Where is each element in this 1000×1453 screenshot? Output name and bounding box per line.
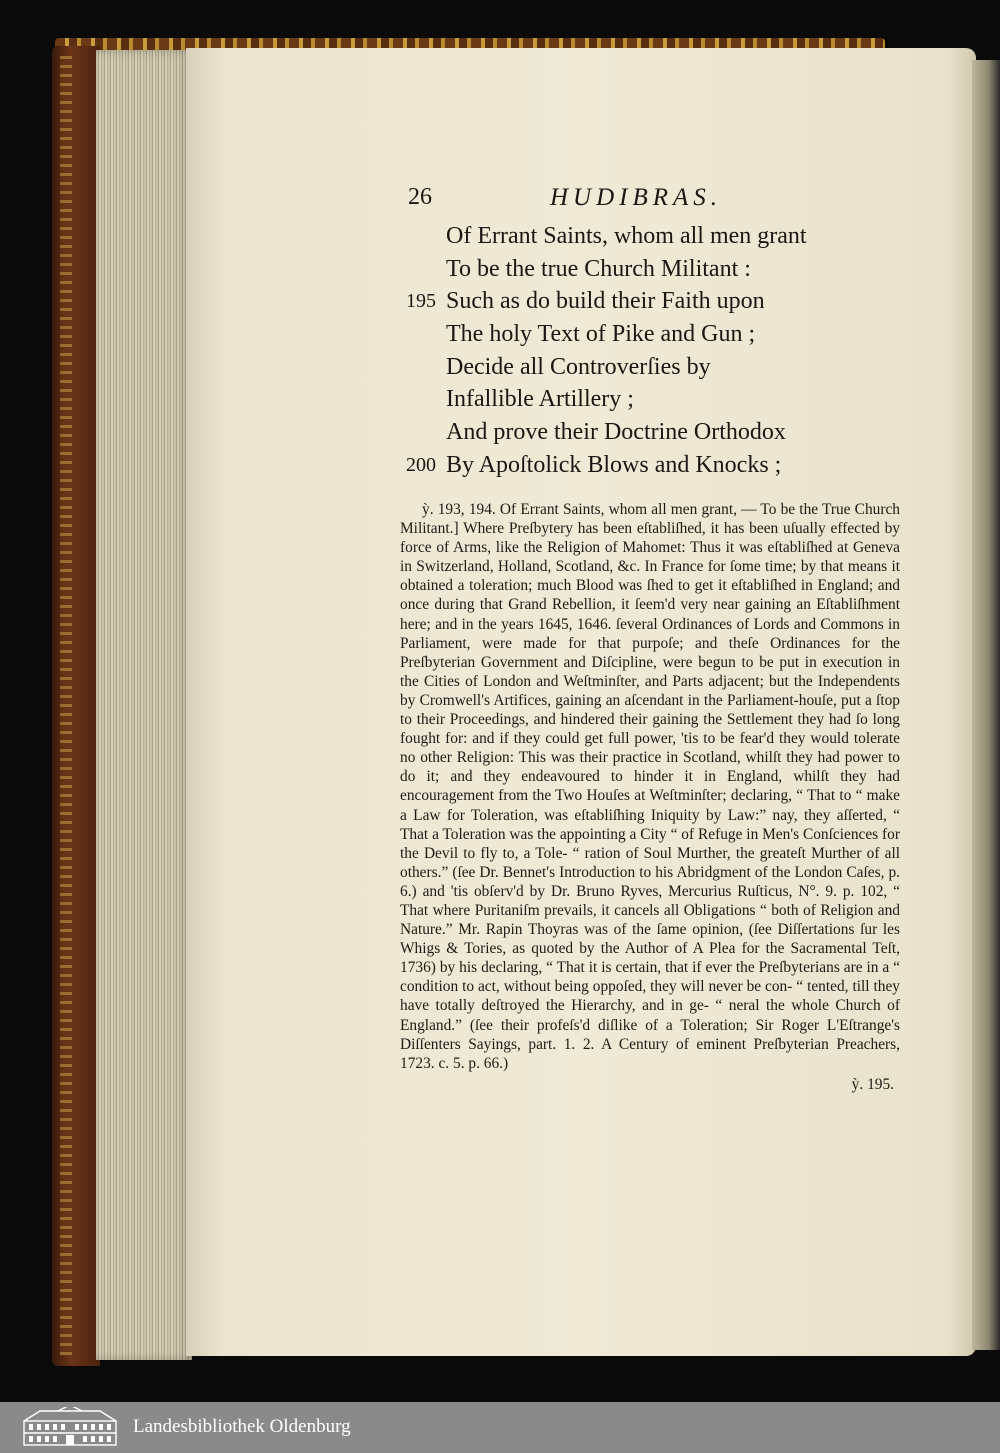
- page-number: 26: [408, 184, 432, 210]
- footer-bar: [0, 1402, 1000, 1453]
- line-number: 195: [406, 290, 436, 313]
- running-head: [408, 184, 768, 218]
- verse-line: [406, 220, 876, 253]
- verse-line: [406, 449, 876, 482]
- catchword: ỳ. 195.: [851, 1075, 894, 1093]
- verse-line: [406, 416, 876, 449]
- verse-text: Infallible Artillery ;: [446, 386, 634, 413]
- footnote-text: ỳ. 193, 194. Of Errant Saints, whom all men grant, — To be the True Church Militant.] Where Preſbytery has been eſtabliſhed, it has been uſually effected by force of Arms, like the Religion of Mahomet: Thus it was eſtabliſhed at Geneva in Switzerland, Holland, Scotland, &c. In France for ſome time; by that means it obtained a toleration; much Blood was ſhed to get it eſtabliſhed in England; and once during that Grand Rebellion, it ſeem'd very near gaining an Eſtabliſhment here; and in the years 1645, 1646. ſeveral Ordinances of Lords and Commons in Parliament, were made for that purpoſe; and theſe Ordinances for the Preſbyterian Government and Diſcipline, were begun to be put in execution in the Cities of London and Weſtminſter, and Parts adjacent; but the Independents by Cromwell's Artifices, gaining an aſcendant in the Parliament-houſe, put a ſtop to their Proceedings, and hindered their gaining the Settlement they had ſo long fought for: and if they could get full power, 'tis to be fear'd they would tolerate no other Religion: This was their practice in Scotland, whilſt they had power to do it; and they endeavoured to hinder it in England, whilſt they had encouragement from the Two Houſes at Weſtminſter; declaring, “ That to “ make a Law for Toleration, was eſtabliſhing Iniquity by Law:” nay, they aſſerted, “ That a Toleration was the appointing a City “ of Refuge in Men's Conſciences for the Devil to fly to, a Tole- “ ration of Soul Murther, the greateſt Murther of all others.” (ſee Dr. Bennet's Introduction to his Abridgment of the London Caſes, p. 6.) and 'tis obſerv'd by Dr. Bruno Ryves, Mercurius Ruſticus, N°. 9. p. 102, “ That where Puritaniſm prevails, it cancels all Obligations “ both of Religion and Nature.” Mr. Rapin Thoyras was of the ſame opinion, (ſee Diſſertations ſur les Whigs & Tories, as quoted by the Author of A Plea for the Sacramental Teſt, 1736) by his declaring, “ That it is certain, that if ever the Preſbyterians are in a “ condition to act, without being oppoſed, they will never be con- “ tented, till they have totally deſtroyed the Hierarchy, and in ge- “ neral the whole Church of England.” (ſee their profeſs'd diſlike of a Toleration; Sir Roger L'Eſtrange's Diſſenters Sayings, part. 1. 2. A Century of eminent Preſbyterian Preachers, 1723. c. 5. p. 66.): [400, 501, 900, 1072]
- footnote: [400, 500, 900, 1180]
- verse-text: Of Errant Saints, whom all men grant: [446, 223, 807, 249]
- verse-text: Such as do build their Faith upon: [446, 288, 765, 315]
- verse-text: By Apoſtolick Blows and Knocks ;: [446, 451, 782, 478]
- cover-spine: [52, 46, 100, 1366]
- verse-block: [406, 220, 876, 482]
- page-title: HUDIBRAS.: [550, 184, 723, 211]
- page-edges: [96, 50, 192, 1360]
- verse-line: [406, 351, 876, 384]
- verse-text: And prove their Doctrine Orthodox: [446, 419, 786, 446]
- verse-line: [406, 383, 876, 416]
- verse-line: [406, 318, 876, 351]
- verse-text: Decide all Controverſies by: [446, 353, 711, 380]
- verse-line: [406, 253, 876, 286]
- verse-text: To be the true Church Militant :: [446, 255, 751, 282]
- library-building-icon: [20, 1407, 120, 1447]
- facing-page-edge: [972, 60, 1000, 1350]
- verse-line: [406, 285, 876, 318]
- library-name: Landesbibliothek Oldenburg: [133, 1416, 351, 1437]
- verse-text: The holy Text of Pike and Gun ;: [446, 321, 756, 348]
- line-number: 200: [406, 453, 436, 476]
